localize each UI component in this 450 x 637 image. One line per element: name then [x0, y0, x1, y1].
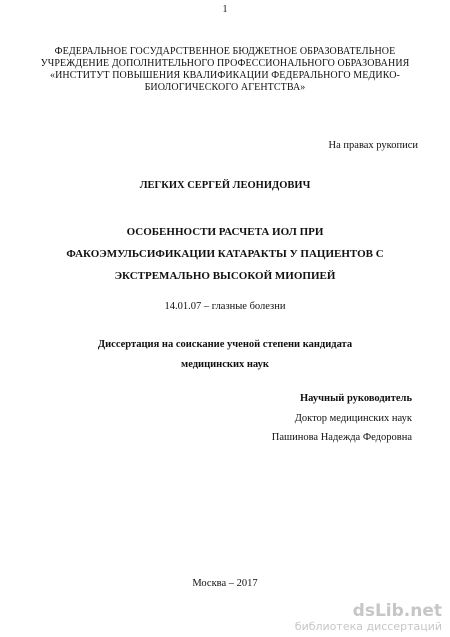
- watermark-logo: dsLib.net: [352, 601, 442, 621]
- page-number: 1: [222, 4, 228, 15]
- organization-line-4: БИОЛОГИЧЕСКОГО АГЕНТСТВА»: [144, 82, 306, 93]
- dissertation-line-2: медицинских наук: [181, 359, 269, 370]
- supervisor-name: Пашинова Надежда Федоровна: [271, 432, 412, 443]
- author-name: ЛЕГКИХ СЕРГЕЙ ЛЕОНИДОВИЧ: [139, 180, 311, 191]
- organization-line-3: «ИНСТИТУТ ПОВЫШЕНИЯ КВАЛИФИКАЦИИ ФЕДЕРАЛЬНОГО МЕДИКО-: [50, 70, 400, 81]
- title-line-3: ЭКСТРЕМАЛЬНО ВЫСОКОЙ МИОПИЕЙ: [114, 270, 336, 282]
- title-line-2: ФАКОЭМУЛЬСИФИКАЦИИ КАТАРАКТЫ У ПАЦИЕНТОВ С: [66, 248, 384, 260]
- city-year: Москва – 2017: [192, 578, 258, 589]
- watermark: [295, 602, 442, 633]
- supervisor-degree: Доктор медицинских наук: [294, 413, 412, 424]
- title-line-1: ОСОБЕННОСТИ РАСЧЕТА ИОЛ ПРИ: [126, 226, 324, 238]
- watermark-subtitle: библиотека диссертаций: [294, 620, 442, 633]
- organization-line-2: УЧРЕЖДЕНИЕ ДОПОЛНИТЕЛЬНОГО ПРОФЕССИОНАЛЬНОГО ОБРАЗОВАНИЯ: [40, 58, 410, 69]
- specialty: 14.01.07 – глазные болезни: [164, 301, 286, 312]
- rights-note: На правах рукописи: [328, 140, 418, 151]
- organization-line-1: ФЕДЕРАЛЬНОЕ ГОСУДАРСТВЕННОЕ БЮДЖЕТНОЕ ОБРАЗОВАТЕЛЬНОЕ: [54, 46, 396, 57]
- supervisor-label: Научный руководитель: [300, 393, 412, 404]
- dissertation-line-1: Диссертация на соискание ученой степени кандидата: [97, 339, 353, 350]
